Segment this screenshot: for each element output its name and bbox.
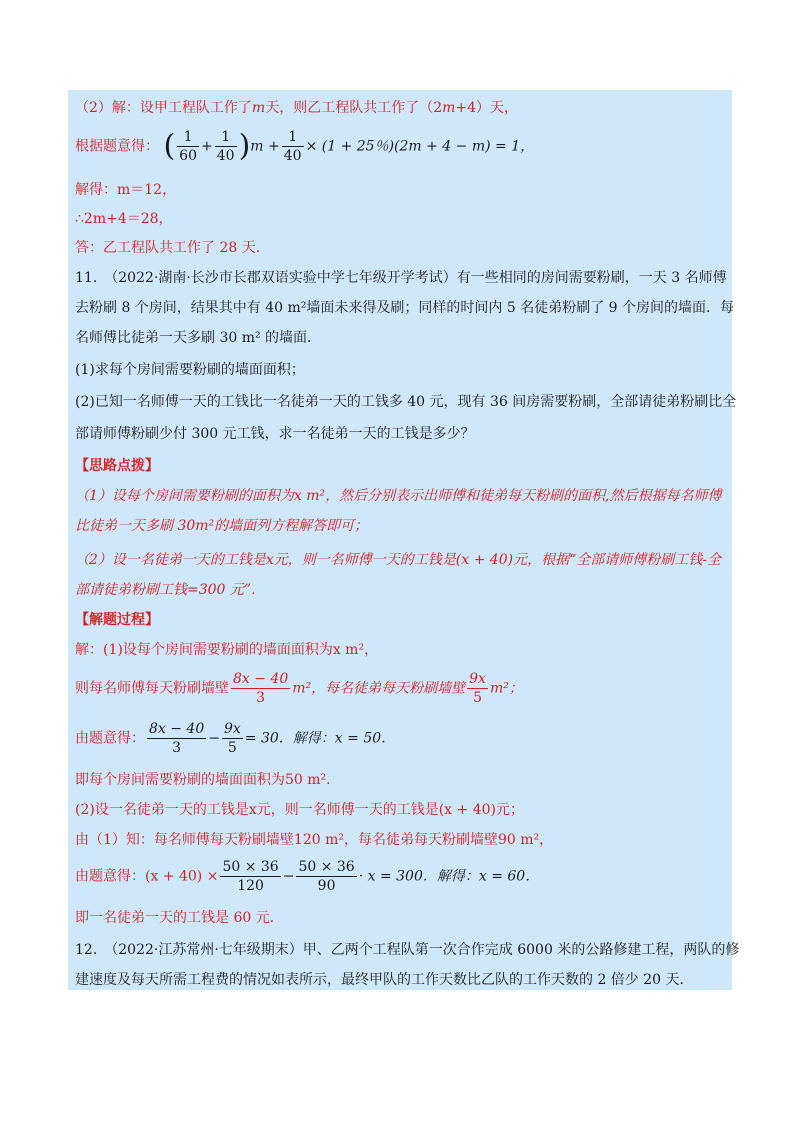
part2-intro: （2）解：设甲工程队工作了m天，则乙工程队共工作了（2m+4）天， [75,100,519,116]
hint-2b: 部请徒弟粉刷工钱=300 元”． [75,582,266,598]
hint-2a: （2）设一名徒弟一天的工钱是x元，则一名师傅一天的工钱是(x + 40)元，根据“全部请师傅粉刷工钱-全 [75,552,721,568]
q12-line1: 12. （2022·江苏常州·七年级期末）甲、乙两个工程队第一次合作完成 6000 米的公路修建工程，两队的修 [75,942,740,958]
q11-line1: 11. （2022·湖南·长沙市长郡双语实验中学七年级开学考试）有一些相同的房间需要粉刷，一天 3 名师傅 [75,270,727,286]
part2-equation: 根据题意得： ( $\frac{1}{60}$ + $\frac{1}{40}$ )m + $\frac{1}{40}$ × (1 + 25％)(2m + 4 − m) = 1， [75,128,535,164]
solution-s1: 解：(1)设每个房间需要粉刷的墙面面积为x m²， [75,642,379,658]
solution-s6: 由（1）知：每名师傅每天粉刷墙壁120 m²，每名徒弟每天粉刷墙壁90 m²， [75,832,554,848]
q11-sub1: (1)求每个房间需要粉刷的墙面面积； [75,362,305,378]
solution-s3: 由题意得： $\frac{8x - 40}{3}$ − $\frac{9x}{5}$ = 30．解得：x = 50． [75,721,396,756]
hint-1a: （1）设每个房间需要粉刷的面积为x m²，然后分别表示出师傅和徒弟每天粉刷的面积,然后根据每名师傅 [75,488,722,504]
solution-s2: 则每名师傅每天粉刷墙壁 $\frac{8x - 40}{3}$ m²，每名徒弟每天粉刷墙壁 $\frac{9x}{5}$ m²； [75,671,523,706]
solution-s8: 即一名徒弟一天的工钱是 60 元． [75,910,284,926]
solution-s7: 由题意得：(x + 40) × $\frac{50 \times 36}{120}$ − $\frac{50 \times 36}{90}$ · x = 300．解得：x = 60． [75,859,540,894]
solution-title: 【解题过程】 [75,612,159,628]
solution-s4: 即每个房间需要粉刷的墙面面积为50 m²． [75,772,341,788]
part2-therefore: ∴2m+4＝28， [75,211,173,227]
q12-line2: 建速度及每天所需工程费的情况如表所示，最终甲队的工作天数比乙队的工作天数的 2 倍少 20 天． [75,972,694,988]
q11-sub2b: 部请师傅粉刷少付 300 元工钱，求一名徒弟一天的工钱是多少？ [75,426,475,442]
hint-title: 【思路点拨】 [75,458,159,474]
q11-line3: 名师傅比徒弟一天多刷 30 m² 的墙面． [75,330,322,346]
q11-line2: 去粉刷 8 个房间，结果其中有 40 m²墙面未来得及刷；同样的时间内 5 名徒弟粉刷了 9 个房间的墙面．每 [75,300,735,316]
hint-1b: 比徒弟一天多刷 30m²的墙面列方程解答即可； [75,518,369,534]
solution-s5: (2)设一名徒弟一天的工钱是x元，则一名师傅一天的工钱是(x + 40)元； [75,802,524,818]
part2-answer: 答：乙工程队共工作了 28 天． [75,240,270,256]
part2-solved: 解得：m＝12， [75,182,177,198]
q11-sub2a: (2)已知一名师傅一天的工钱比一名徒弟一天的工钱多 40 元，现有 36 间房需要粉刷，全部请徒弟粉刷比全 [75,394,737,410]
